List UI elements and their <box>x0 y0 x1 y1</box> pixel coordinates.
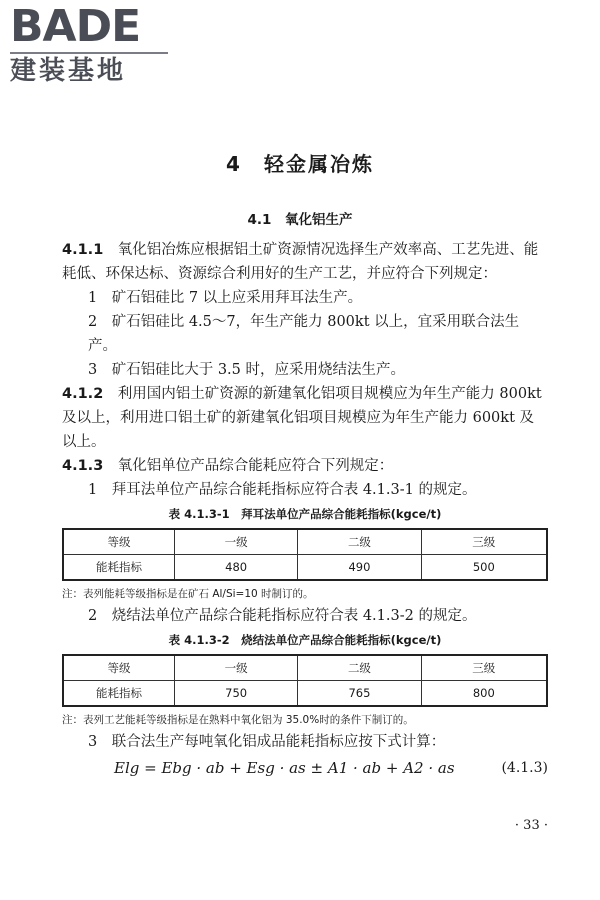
value-cell: 490 <box>298 555 421 581</box>
table-row <box>63 681 547 707</box>
header-cell: 一级 <box>175 655 298 681</box>
clause-4-1-1 <box>62 238 548 286</box>
clause-text: 氧化铝冶炼应根据铝土矿资源情况选择生产效率高、工艺先进、能耗低、环保达标、资源综合利用好的生产工艺，并应符合下列规定： <box>62 242 539 282</box>
header-cell: 二级 <box>298 529 421 555</box>
sintering-energy-table <box>62 654 548 707</box>
row-label: 能耗指标 <box>63 555 175 581</box>
table-2-title: 表 4.1.3-2 烧结法单位产品综合能耗指标(kgce/t) <box>168 633 442 647</box>
table-row <box>63 555 547 581</box>
clause-4-1-2 <box>62 382 548 454</box>
header-cell: 一级 <box>175 529 298 555</box>
table-header-row <box>63 529 547 555</box>
clause-number: 4.1.2 <box>62 386 104 402</box>
table-1-note: 注：表列能耗等级指标是在矿石 Al/Si=10 时制订的。 <box>62 588 314 600</box>
clause-number: 4.1.1 <box>62 242 104 258</box>
header-cell: 三级 <box>421 529 547 555</box>
header-cell: 等级 <box>63 529 175 555</box>
chapter-title: 4 轻金属冶炼 <box>226 152 374 176</box>
clause-text: 利用国内铝土矿资源的新建氧化铝项目规模应为年生产能力 800kt 及以上，利用进口铝土矿的新建氧化铝项目规模应为年生产能力 600kt 及以上。 <box>62 386 542 450</box>
energy-formula: Elg = Ebg · ab + Esg · as ± A1 · ab + A2 · as <box>114 759 455 777</box>
sub-item-3: 3 联合法生产每吨氧化铝成品能耗指标应按下式计算： <box>88 734 446 750</box>
clause-number: 4.1.3 <box>62 458 104 474</box>
table-header-row <box>63 655 547 681</box>
list-item-1: 1 矿石铝硅比 7 以上应采用拜耳法生产。 <box>88 290 363 306</box>
bayer-energy-table <box>62 528 548 581</box>
bade-logo <box>10 1 180 88</box>
value-cell: 750 <box>175 681 298 707</box>
header-cell: 三级 <box>421 655 547 681</box>
sub-item-2: 2 烧结法单位产品综合能耗指标应符合表 4.1.3-2 的规定。 <box>88 608 477 624</box>
table-2-note: 注：表列工艺能耗等级指标是在熟料中氧化铝为 35.0%时的条件下制订的。 <box>62 714 414 726</box>
page-number: · 33 · <box>514 818 548 833</box>
table-1-title: 表 4.1.3-1 拜耳法单位产品综合能耗指标(kgce/t) <box>168 507 442 521</box>
logo-text-en: BADE <box>10 1 141 52</box>
row-label: 能耗指标 <box>63 681 175 707</box>
header-cell: 等级 <box>63 655 175 681</box>
clause-4-1-3 <box>62 454 548 478</box>
value-cell: 500 <box>421 555 547 581</box>
header-cell: 二级 <box>298 655 421 681</box>
document-body <box>62 238 548 782</box>
sub-item-1: 1 拜耳法单位产品综合能耗指标应符合表 4.1.3-1 的规定。 <box>88 482 477 498</box>
formula-number: (4.1.3) <box>501 760 548 776</box>
logo-text-cn: 建装基地 <box>10 56 127 86</box>
section-title: 4.1 氧化铝生产 <box>247 212 353 228</box>
list-item-3: 3 矿石铝硅比大于 3.5 时，应采用烧结法生产。 <box>88 362 406 378</box>
formula-line <box>62 756 548 782</box>
value-cell: 765 <box>298 681 421 707</box>
value-cell: 480 <box>175 555 298 581</box>
list-item-2: 2 矿石铝硅比 4.5～7，年生产能力 800kt 以上，宜采用联合法生产。 <box>88 314 520 354</box>
value-cell: 800 <box>421 681 547 707</box>
clause-text: 氧化铝单位产品综合能耗应符合下列规定： <box>117 458 394 474</box>
